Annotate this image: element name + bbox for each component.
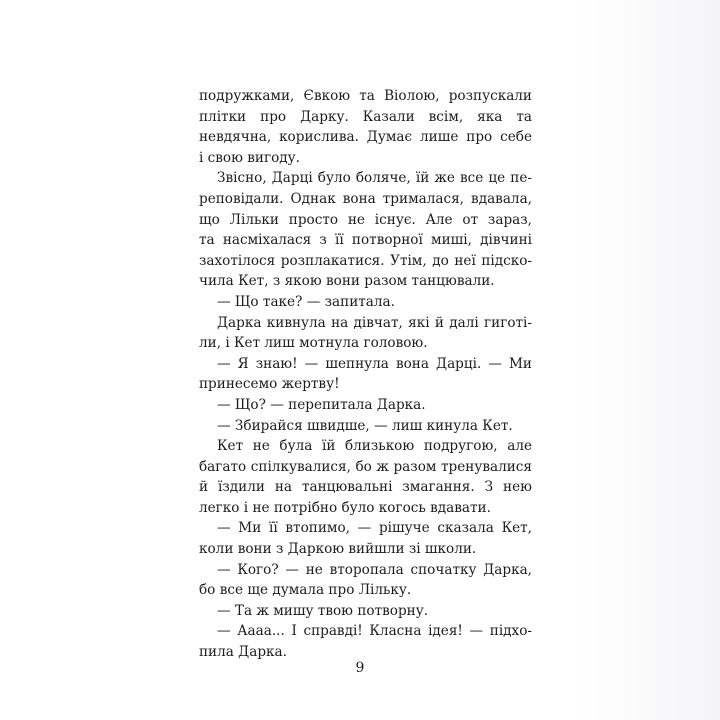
text-line: і свою вигоду. (199, 149, 300, 166)
text-line: бо все ще думала про Лільку. (199, 582, 412, 599)
text-line: — Я знаю! — шепнула вона Дарці. — Ми (217, 355, 532, 372)
text-line: чила Кет, з якою вони разом танцювали. (199, 273, 495, 290)
text-line: пила Дарка. (199, 644, 287, 661)
text-line: захотілося розплакатися. Утім, до неї підско- (199, 252, 532, 269)
text-line: й їздили на танцювальні змагання. З нею (199, 479, 532, 496)
text-line: легко і не потрібно було когось вдавати. (199, 499, 491, 516)
text-line: — Що таке? — запитала. (217, 293, 395, 310)
text-line: Дарка кивнула на дівчат, які й далі гиготі- (217, 314, 532, 331)
text-line: Кет не була їй близькою подругою, але (217, 438, 532, 455)
page-number: 9 (355, 660, 365, 676)
text-line: багато спілкувалися, бо ж разом тренувалися (199, 458, 532, 475)
text-line: коли вони з Даркою вийшли зі школи. (199, 541, 477, 558)
text-line: що Лільки просто не існує. Але от зараз, (199, 211, 532, 228)
text-line: плітки про Дарку. Казали всім, яка та (199, 108, 532, 125)
text-line: та насміхалася з її потворної миші, дівчині (199, 232, 532, 249)
text-line: — Кого? — не второпала спочатку Дарка, (217, 561, 532, 578)
text-line: Звісно, Дарці було боляче, їй же все це пе- (217, 170, 532, 187)
body-text (199, 86, 532, 663)
text-line: принесемо жертву! (199, 376, 340, 393)
text-line: — Аааа... І справді! Класна ідея! — підхо- (217, 623, 532, 640)
text-line: невдячна, корислива. Думає лише про себе (199, 129, 532, 146)
text-line: — Ми її втопимо, — рішуче сказала Кет, (217, 520, 532, 537)
page-edge-shading (574, 0, 720, 720)
text-line: подружками, Євкою та Віолою, розпускали (199, 88, 532, 104)
text-line: — Збирайся швидше, — лиш кинула Кет. (217, 417, 513, 434)
text-line: реповідали. Однак вона трималася, вдавала, (199, 190, 532, 207)
text-line: — Та ж мишу твою потворну. (217, 602, 429, 619)
text-line: ли, і Кет лиш мотнула головою. (199, 335, 428, 352)
text-line: — Що? — перепитала Дарка. (217, 396, 426, 413)
